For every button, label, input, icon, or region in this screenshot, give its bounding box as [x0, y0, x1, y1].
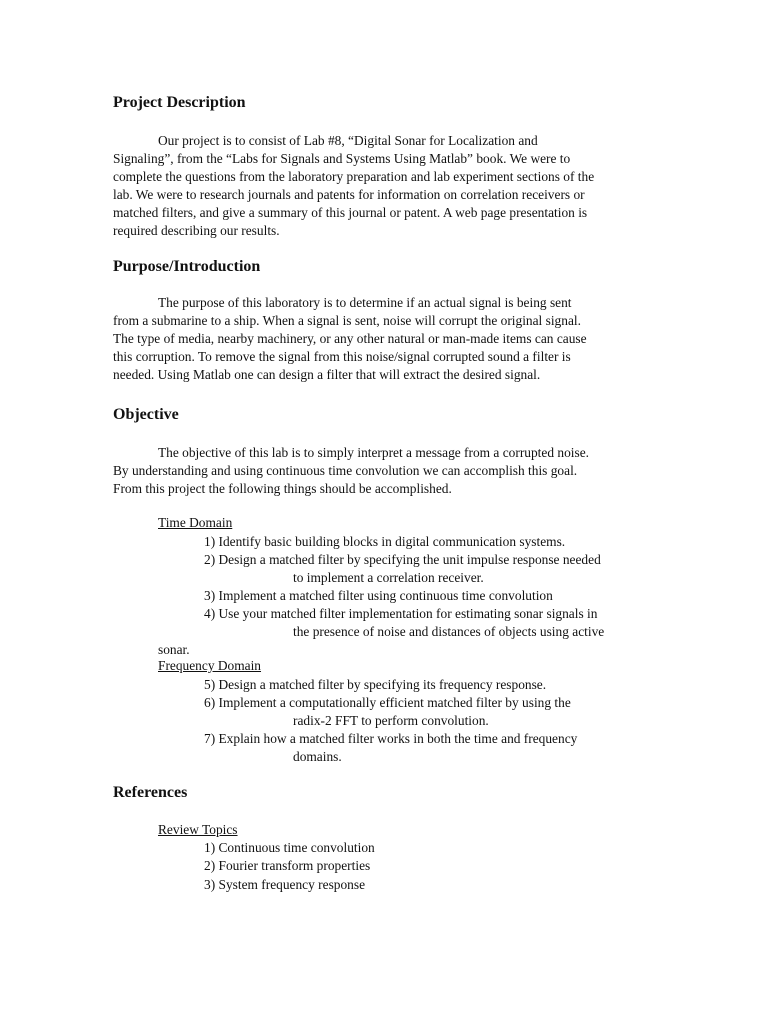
paragraph-line: needed. Using Matlab one can design a filter that will extract the desired signal.	[113, 367, 541, 382]
list-item: 1) Continuous time convolution	[204, 840, 375, 855]
paragraph-line: The type of media, nearby machinery, or any other natural or man-made items can cause	[113, 331, 587, 346]
project-description-heading: Project Description	[113, 94, 246, 111]
list-item-continuation: radix-2 FFT to perform convolution.	[293, 713, 489, 728]
review-topics-label: Review Topics	[158, 822, 238, 837]
list-item-continuation: the presence of noise and distances of objects using active	[293, 624, 605, 639]
objective-paragraph	[113, 444, 673, 498]
objective-heading: Objective	[113, 406, 179, 423]
list-item: 5) Design a matched filter by specifying its frequency response.	[204, 677, 547, 692]
paragraph-line: this corruption. To remove the signal from this noise/signal corrupted sound a filter is	[113, 349, 571, 364]
list-item: 3) Implement a matched filter using continuous time convolution	[204, 588, 553, 603]
references-heading: References	[113, 784, 188, 801]
paragraph-line: complete the questions from the laboratory preparation and lab experiment sections of the	[113, 169, 595, 184]
list-item: 3) System frequency response	[204, 877, 366, 892]
list-item: 2) Fourier transform properties	[204, 858, 371, 873]
paragraph-line: lab. We were to research journals and patents for information on correlation receivers or	[113, 187, 585, 202]
paragraph-line: The objective of this lab is to simply interpret a message from a corrupted noise.	[158, 445, 589, 460]
purpose-paragraph	[113, 294, 673, 384]
list-item-continuation: domains.	[293, 749, 342, 764]
project-description-paragraph	[113, 132, 673, 240]
paragraph-line: The purpose of this laboratory is to determine if an actual signal is being sent	[158, 295, 572, 310]
list-item: 6) Implement a computationally efficient matched filter by using the	[204, 695, 571, 710]
paragraph-line: from a submarine to a ship. When a signal is sent, noise will corrupt the original signal.	[113, 313, 581, 328]
list-item: 1) Identify basic building blocks in digital communication systems.	[204, 534, 566, 549]
paragraph-line: From this project the following things should be accomplished.	[113, 481, 452, 496]
purpose-heading: Purpose/Introduction	[113, 258, 261, 275]
list-item-continuation: to implement a correlation receiver.	[293, 570, 484, 585]
list-item: 7) Explain how a matched filter works in both the time and frequency	[204, 731, 578, 746]
list-item: 2) Design a matched filter by specifying the unit impulse response needed	[204, 552, 601, 567]
paragraph-line: required describing our results.	[113, 223, 280, 238]
time-domain-label: Time Domain	[158, 515, 233, 530]
paragraph-line: By understanding and using continuous time convolution we can accomplish this goal.	[113, 463, 578, 478]
frequency-domain-label: Frequency Domain	[158, 658, 262, 673]
list-item: 4) Use your matched filter implementation for estimating sonar signals in	[204, 606, 598, 621]
paragraph-line: matched filters, and give a summary of this journal or patent. A web page presentation is	[113, 205, 588, 220]
list-item-continuation: sonar.	[158, 642, 190, 657]
paragraph-line: Signaling”, from the “Labs for Signals and Systems Using Matlab” book. We were to	[113, 151, 571, 166]
paragraph-line: Our project is to consist of Lab #8, “Digital Sonar for Localization and	[158, 133, 538, 148]
